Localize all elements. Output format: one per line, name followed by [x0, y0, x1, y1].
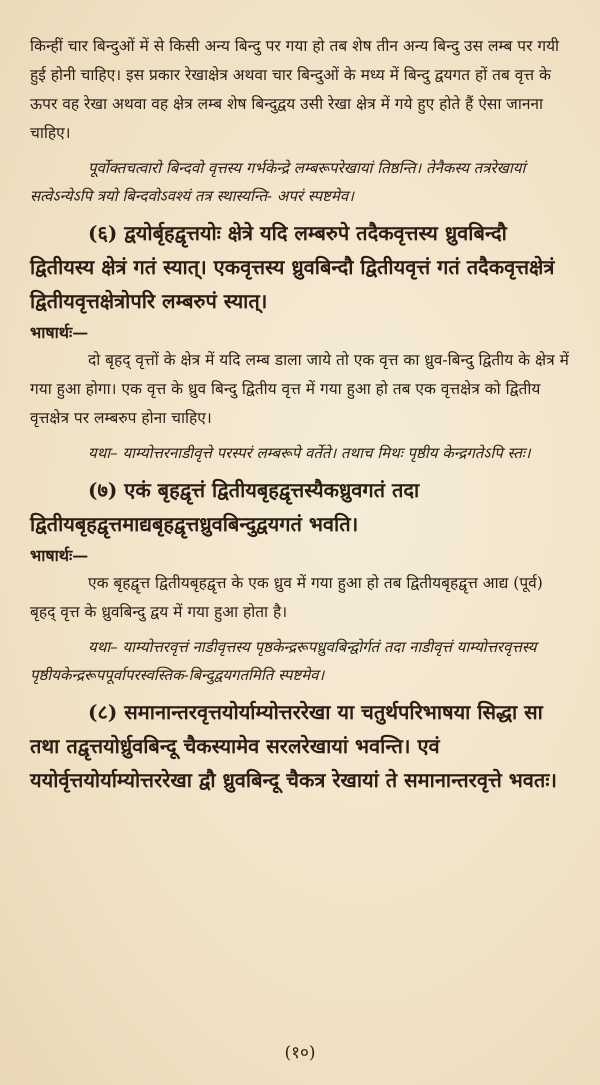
hindi-translation-6: दो बृहद् वृत्तों के क्षेत्र में यदि लम्ब डाला जाये तो एक वृत्त का ध्रुव-बिन्दु द्वितीय के क्षेत्र में गया हुआ होगा। एक वृत्त के ध्रुव बिन्दु द्वितीय वृत्त में गया हुआ हो तब एक वृत्तक्षेत्र को द्वितीय वृत्तक्षेत्र पर लम्बरुप होना चाहिए।	[30, 351, 569, 427]
translation-label-7: भाषार्थः—	[30, 546, 89, 565]
sanskrit-commentary-1: पूर्वोक्तचत्वारो बिन्दवो वृत्तस्य गर्भकेन्द्रे लम्बरूपरेखायां तिष्ठन्ति। तेनैकस्य तत्ररेखायां सत्वेऽन्येऽपि त्रयो बिन्दवोऽवश्यं तत्र स्थास्यन्ति- अपरं स्पष्टमेव।	[30, 159, 526, 205]
translation-label-6: भाषार्थः—	[30, 323, 89, 342]
example-6: यथा– याम्योत्तरनाडीवृत्ते परस्परं लम्बरूपे वर्तेते। तथाच मिथः पृष्ठीय केन्द्रगतेऽपि स्तः।	[88, 444, 531, 462]
page-number: (१०)	[284, 1043, 316, 1063]
example-7: यथा– याम्योत्तरवृत्तं नाडीवृत्तस्य पृष्ठकेन्द्ररूपध्रुवबिन्द्वोर्गतं तदा नाडीवृत्तं याम्योत्तरवृत्तस्य पृष्ठीयकेन्द्ररूपपूर्वापरस्वस्तिक-बिन्दुद्वयगतमिति स्पष्टमेव।	[30, 638, 537, 684]
verse-8: (८) समानान्तरवृत्तयोर्याम्योत्तररेखा या चतुर्थपरिभाषया सिद्धा सा तथा तद्वृत्तयोर्ध्रुवबिन्दू चैकस्यामेव सरलरेखायां भवन्ति। एवं ययोर्वृत्तयोर्याम्योत्तररेखा द्वौ ध्रुवबिन्दू चैकत्र रेखायां ते समानान्तरवृत्ते भवतः।	[30, 700, 557, 792]
hindi-paragraph-1: किन्हीं चार बिन्दुओं में से किसी अन्य बिन्दु पर गया हो तब शेष तीन अन्य बिन्दु उस लम्ब पर गयी हुई होनी चाहिए। इस प्रकार रेखाक्षेत्र अथवा चार बिन्दुओं के मध्य में बिन्दु द्वयगत हों तब वृत्त के ऊपर वह रेखा अथवा वह क्षेत्र लम्ब शेष बिन्दुद्वय उसी रेखा क्षेत्र में गये हुए होते हैं ऐसा जानना चाहिए।	[30, 37, 560, 142]
verse-7: (७) एकं बृहद्वृत्तं द्वितीयबृहद्वृत्तस्यैकध्रुवगतं तदा द्वितीयबृहद्वृत्तमाद्यबृहद्वृत्तध्रुवबिन्दुद्वयगतं भवति।	[30, 478, 420, 536]
hindi-translation-7: एक बृहद्वृत्त द्वितीयबृहद्वृत्त के एक ध्रुव में गया हुआ हो तब द्वितीयबृहद्वृत्त आद्य (पूर्व) बृहद् वृत्त के ध्रुवबिन्दु द्वय में गया हुआ होता है।	[30, 574, 543, 621]
verse-6: (६) द्वयोर्बृहद्वृत्तयोः क्षेत्रे यदि लम्बरुपे तदैकवृत्तस्य ध्रुवबिन्दौ द्वितीयस्य क्षेत्रं गतं स्यात्। एकवृत्तस्य ध्रुवबिन्दौ द्वितीयवृत्तं गतं तदैकवृत्तक्षेत्रं द्वितीयवृत्तक्षेत्रोपरि लम्बरुपं स्यात्।	[30, 221, 555, 313]
